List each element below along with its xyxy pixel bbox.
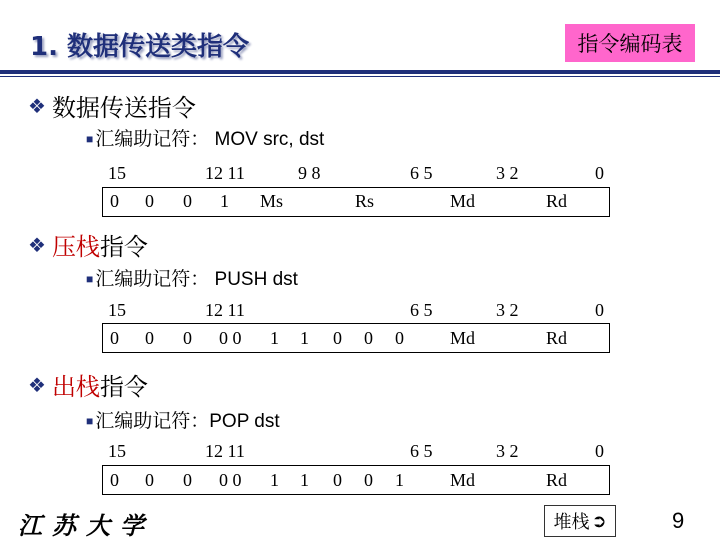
stack-link-button[interactable] (544, 505, 616, 537)
bit-label: 3 2 (496, 300, 519, 320)
encoding-cell: 1 (220, 191, 229, 211)
header-divider (0, 70, 720, 74)
diamond-bullet-icon: ❖ (28, 372, 46, 397)
bit-label: 0 (595, 441, 604, 461)
bit-label: 3 2 (496, 163, 519, 183)
bit-label: 15 (108, 300, 126, 320)
bit-label: 6 5 (410, 163, 433, 183)
bit-label: 9 8 (298, 163, 321, 183)
mnemonic-mov (86, 124, 324, 151)
bit-label: 12 11 (205, 441, 245, 461)
encoding-cell: 1 (300, 328, 309, 348)
mnemonic-push (86, 264, 298, 291)
code-table-button[interactable]: 指令编码表 (565, 24, 695, 62)
university-logo: 江苏大学 (18, 511, 154, 540)
section-heading-push (28, 227, 148, 262)
diamond-bullet-icon: ❖ (28, 232, 46, 257)
encoding-cell: 0 (364, 470, 373, 490)
encoding-cell: 1 (300, 470, 309, 490)
section-heading-text: 指令 (99, 373, 148, 401)
bit-label: 12 11 (205, 163, 245, 183)
bit-label: 0 (595, 300, 604, 320)
section-heading-text: 数据传送指令 (51, 94, 196, 122)
bit-label: 12 11 (205, 300, 245, 320)
section-heading-text: 指令 (99, 233, 148, 261)
encoding-cell: 0 (183, 470, 192, 490)
bit-label: 6 5 (410, 441, 433, 461)
encoding-cell: 0 0 (219, 328, 242, 348)
encoding-cell: 0 (395, 328, 404, 348)
section-heading-accent: 压栈 (51, 233, 100, 261)
encoding-cell: 1 (270, 328, 279, 348)
encoding-cell: Md (450, 470, 476, 490)
encoding-cell: 0 (145, 328, 154, 348)
encoding-box-push (102, 323, 610, 353)
encoding-cell: 0 0 (219, 470, 242, 490)
mnemonic-pop (86, 406, 280, 433)
encoding-cell: 0 (183, 191, 192, 211)
encoding-cell: Ms (260, 191, 284, 211)
bit-label: 3 2 (496, 441, 519, 461)
page-number: 9 (672, 508, 685, 533)
encoding-cell: 0 (364, 328, 373, 348)
encoding-cell: 0 (145, 191, 154, 211)
header-divider-thin (0, 76, 720, 77)
encoding-cell: Md (450, 328, 476, 348)
section-heading-pop (28, 367, 148, 402)
curved-arrow-right-icon: ➲ (591, 510, 607, 532)
encoding-cell: 1 (270, 470, 279, 490)
square-bullet-icon: ■ (86, 414, 94, 428)
mnemonic-text: 汇编助记符： MOV src, dst (95, 129, 325, 150)
encoding-cell: Rd (546, 191, 568, 211)
bit-label: 15 (108, 163, 126, 183)
square-bullet-icon: ■ (86, 132, 94, 146)
section-heading-mov (28, 88, 196, 123)
encoding-cell: Rs (355, 191, 375, 211)
encoding-cell: Md (450, 191, 476, 211)
encoding-cell: Rd (546, 470, 568, 490)
encoding-cell: 0 (183, 328, 192, 348)
section-heading-accent: 出栈 (51, 373, 100, 401)
encoding-cell: Rd (546, 328, 568, 348)
encoding-cell: 0 (333, 470, 342, 490)
encoding-cell: 0 (110, 191, 119, 211)
stack-button-label: 堆栈 (553, 512, 590, 533)
square-bullet-icon: ■ (86, 272, 94, 286)
encoding-cell: 0 (110, 328, 119, 348)
page-title: 1. 数据传送类指令 (30, 32, 250, 62)
encoding-cell: 0 (110, 470, 119, 490)
bit-label: 6 5 (410, 300, 433, 320)
mnemonic-text: 汇编助记符：POP dst (95, 411, 280, 432)
bit-label: 0 (595, 163, 604, 183)
encoding-box-pop (102, 465, 610, 495)
encoding-cell: 0 (333, 328, 342, 348)
bit-label: 15 (108, 441, 126, 461)
encoding-cell: 1 (395, 470, 404, 490)
encoding-cell: 0 (145, 470, 154, 490)
mnemonic-text: 汇编助记符： PUSH dst (95, 269, 298, 290)
diamond-bullet-icon: ❖ (28, 93, 46, 118)
